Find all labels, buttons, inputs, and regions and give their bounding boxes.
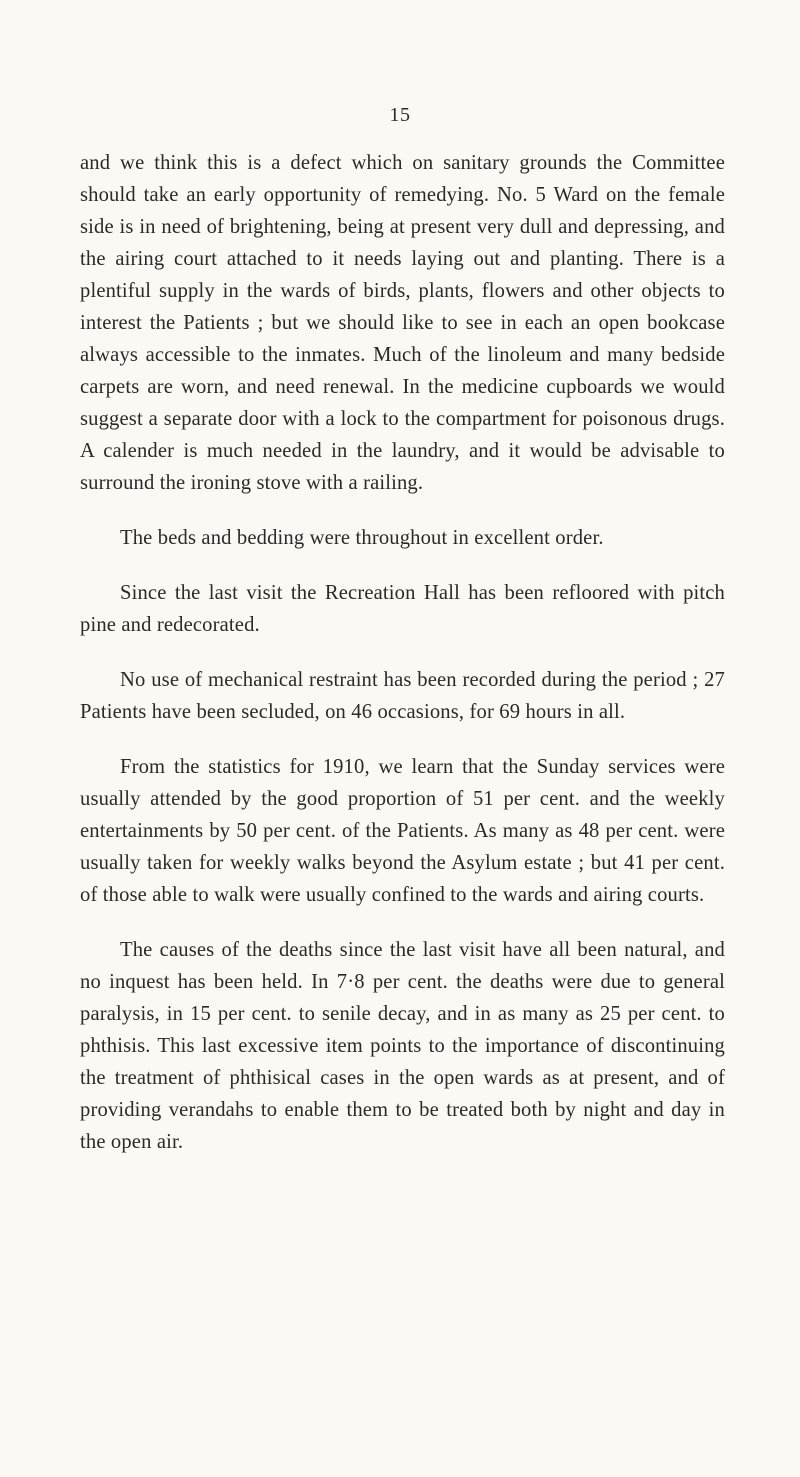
paragraph-recreation-hall: Since the last visit the Recreation Hall has been refloored with pitch pine and redecorated. [80,582,725,636]
paragraph-continuation: and we think this is a defect which on sanitary grounds the Committee should take an early opportunity of remedying. No. 5 Ward on the female side is in need of brightening, being at present very dull and depressing, and the airing court attached to it needs laying out and planting. There is a plentiful supply in the wards of birds, plants, flowers and other objects to interest the Patients ; but we should like to see in each an open bookcase always accessible to the inmates. Much of the linoleum and many bedside carpets are worn, and need renewal. In the medicine cupboards we would suggest a separate door with a lock to the compartment for poisonous drugs. A calender is much needed in the laundry, and it would be advisable to surround the ironing stove with a railing. [80,152,725,494]
paragraph-restraint: No use of mechanical restraint has been recorded during the period ; 27 Patients have been secluded, on 46 occasions, for 69 hours in all. [80,669,725,723]
paragraph-beds-bedding: The beds and bedding were throughout in excellent order. [120,527,604,549]
paragraph-deaths: The causes of the deaths since the last visit have all been natural, and no inquest has been held. In 7·8 per cent. the deaths were due to general paralysis, in 15 per cent. to senile decay, and in as many as 25 per cent. to phthisis. This last excessive item points to the importance of discontinuing the treatment of phthisical cases in the open wards as at present, and of providing verandahs to enable them to be treated both by night and day in the open air. [80,939,725,1153]
body-text [80,147,725,1181]
page-number: 15 [389,104,411,126]
paragraph-statistics: From the statistics for 1910, we learn that the Sunday services were usually attended by the good proportion of 51 per cent. and the weekly entertainments by 50 per cent. of the Patients. As many as 48 per cent. were usually taken for weekly walks beyond the Asylum estate ; but 41 per cent. of those able to walk were usually confined to the wards and airing courts. [80,756,725,906]
